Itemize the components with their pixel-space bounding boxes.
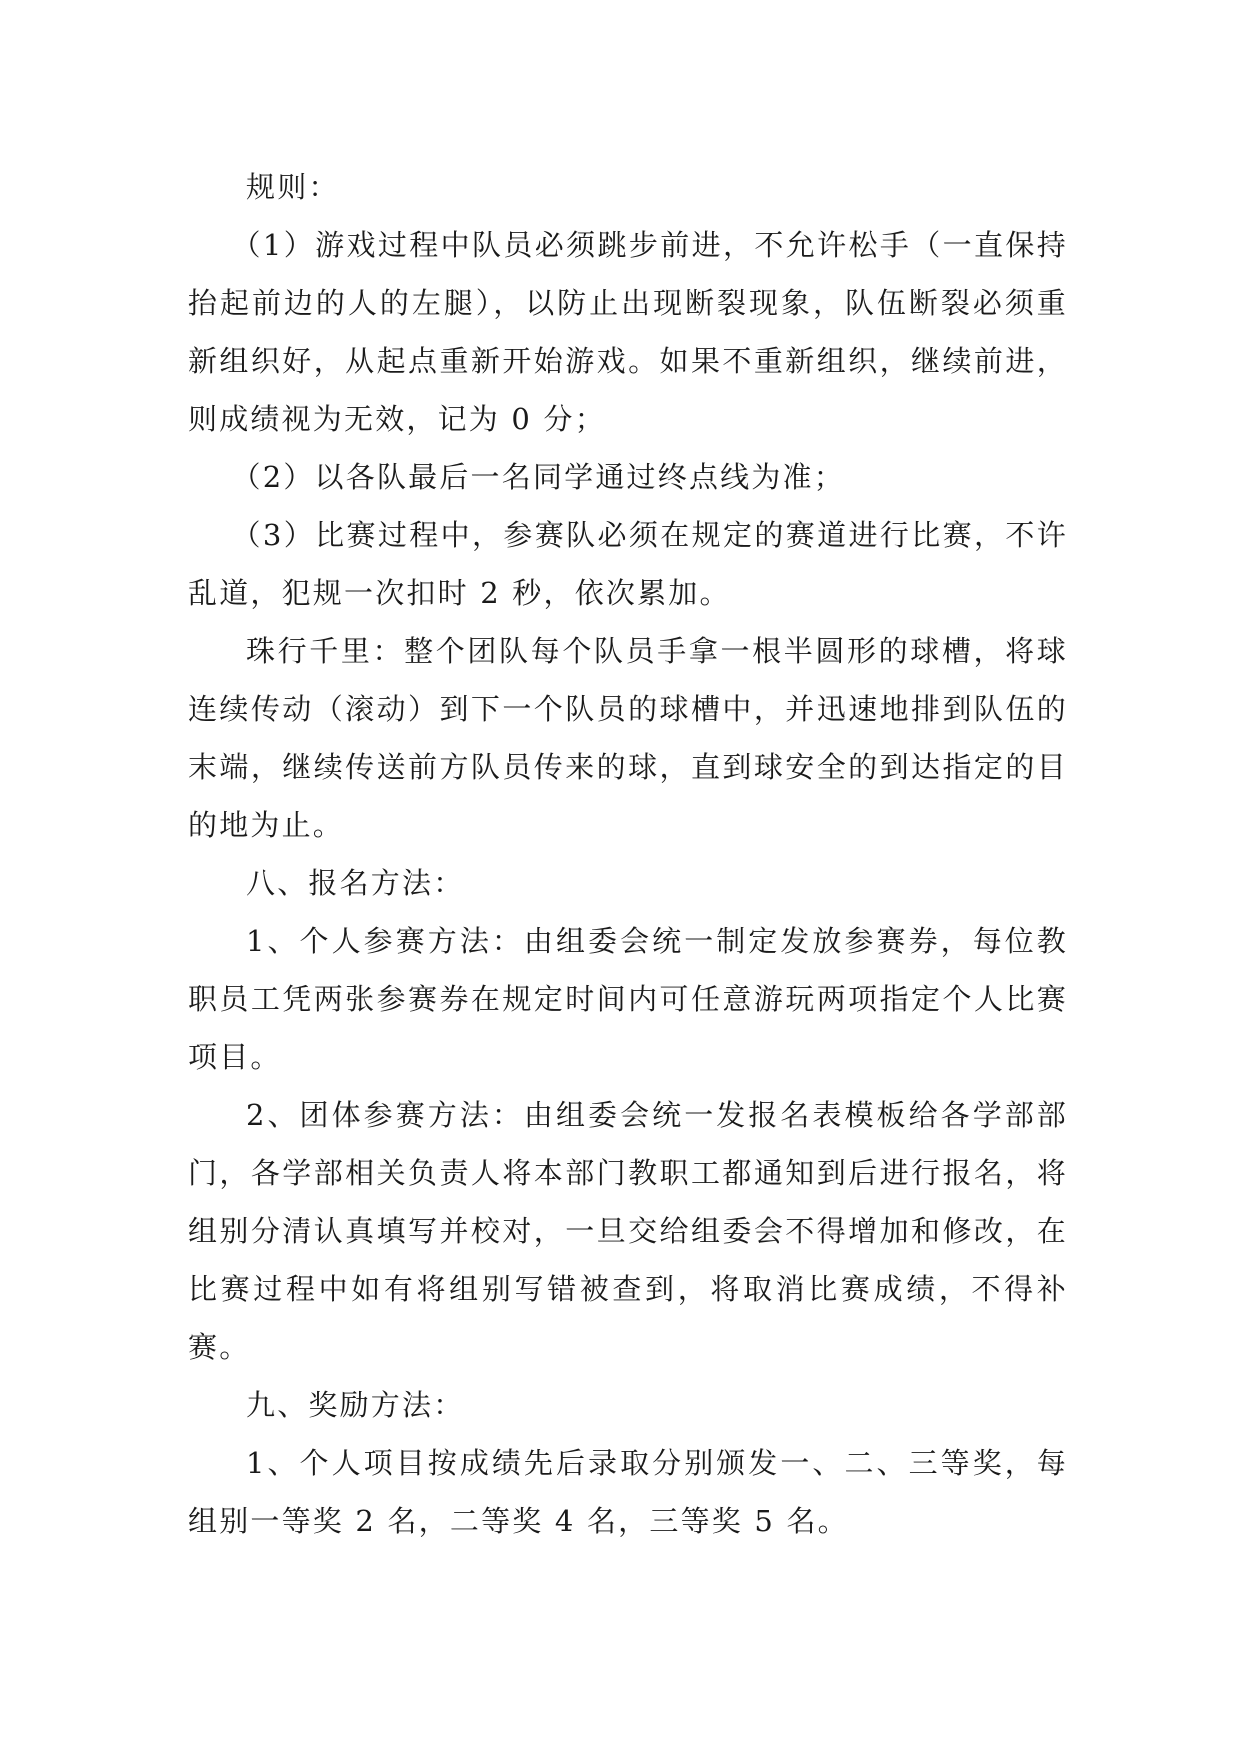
section-heading-registration: 八、报名方法： [246,866,465,900]
game-description-paragraph: 珠行千里：整个团队每个队员手拿一根半圆形的球槽，将球连续传动（滚动）到下一个队员的球槽中，并迅速地排到队伍的末端，继续传送前方队员传来的球，直到球安全的到达指定的目的地为止。 [188,634,1068,842]
section-heading-awards: 九、奖励方法： [246,1388,465,1422]
document-body [188,158,1068,1550]
awards-item-1: 1、个人项目按成绩先后录取分别颁发一、二、三等奖，每组别一等奖 2 名，二等奖 4 名，三等奖 5 名。 [188,1446,1068,1538]
rule-item-2: （2）以各队最后一名同学通过终点线为准； [231,460,845,494]
rules-heading: 规则： [246,170,340,204]
registration-item-2: 2、团体参赛方法：由组委会统一发报名表模板给各学部部门，各学部相关负责人将本部门教职工都通知到后进行报名，将组别分清认真填写并校对，一旦交给组委会不得增加和修改，在比赛过程中如有将组别写错被查到，将取消比赛成绩，不得补赛。 [188,1098,1068,1364]
rule-item-1: （1）游戏过程中队员必须跳步前进，不允许松手（一直保持抬起前边的人的左腿），以防止出现断裂现象，队伍断裂必须重新组织好，从起点重新开始游戏。如果不重新组织，继续前进，则成绩视为无效，记为 0 分； [188,228,1068,436]
registration-item-1: 1、个人参赛方法：由组委会统一制定发放参赛券，每位教职员工凭两张参赛券在规定时间内可任意游玩两项指定个人比赛项目。 [188,924,1068,1074]
rule-item-3: （3）比赛过程中，参赛队必须在规定的赛道进行比赛，不许乱道，犯规一次扣时 2 秒，依次累加。 [188,518,1068,610]
